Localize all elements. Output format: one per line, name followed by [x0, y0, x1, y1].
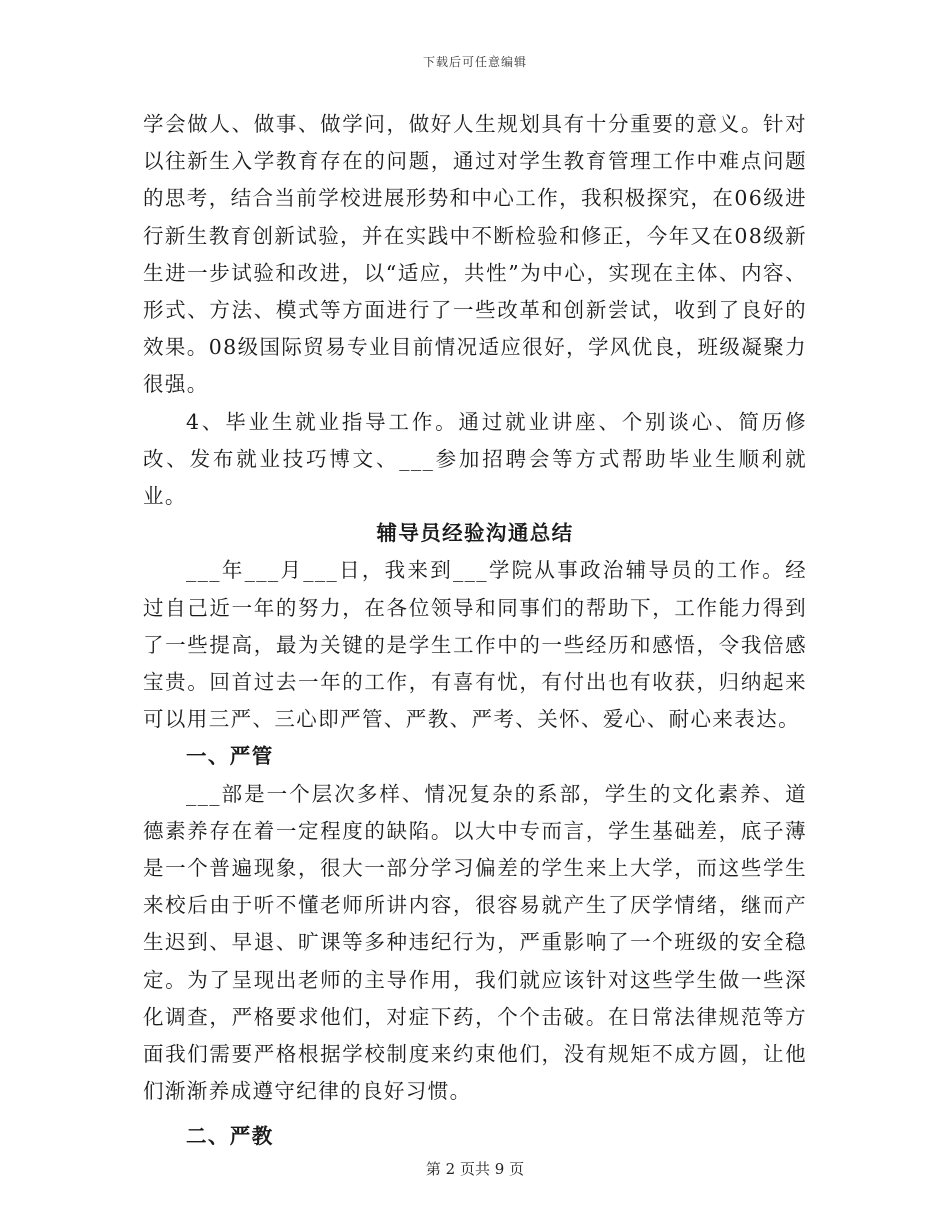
document-body: [143, 106, 807, 1156]
heading-strict-management: 一、严管: [186, 744, 274, 769]
paragraph-orientation: 学会做人、做事、做学问，做好人生规划具有十分重要的意义。针对以往新生入学教育存在的问题，通过对学生教育管理工作中难点问题的思考，结合当前学校进展形势和中心工作，我积极探究，在06级进行新生教育创新试验，并在实践中不断检验和修正，今年又在08级新生进一步试验和改进，以“适应，共性”为中心，实现在主体、内容、形式、方法、模式等方面进行了一些改革和创新尝试，收到了良好的效果。08级国际贸易专业目前情况适应很好，学风优良，班级凝聚力很强。: [143, 112, 807, 397]
paragraph-introduction: ___年___月___日，我来到___学院从事政治辅导员的工作。经过自己近一年的努力，在各位领导和同事们的帮助下，工作能力得到了一些提高，最为关键的是学生工作中的一些经历和感悟，令我倍感宝贵。回首过去一年的工作，有喜有忧，有付出也有收获，归纳起来可以用三严、三心即严管、严教、严考、关怀、爱心、耐心来表达。: [143, 558, 807, 732]
paragraph-strict-management: ___部是一个层次多样、情况复杂的系部，学生的文化素养、道德素养存在着一定程度的缺陷。以大中专而言，学生基础差，底子薄是一个普遍现象，很大一部分学习偏差的学生来上大学，而这些学生来校后由于听不懂老师所讲内容，很容易就产生了厌学情绪，继而产生迟到、早退、旷课等多种违纪行为，严重影响了一个班级的安全稳定。为了呈现出老师的主导作用，我们就应该针对这些学生做一些深化调查，严格要求他们，对症下药，个个击破。在日常法律规范等方面我们需要严格根据学校制度来约束他们，没有规矩不成方圆，让他们渐渐养成遵守纪律的良好习惯。: [143, 781, 807, 1104]
page-header: 下载后可任意编辑: [422, 55, 527, 69]
section-title: 辅导员经验沟通总结: [376, 521, 574, 546]
page-footer: 第 2 页共 9 页: [425, 1160, 525, 1178]
paragraph-employment-guidance: 4、毕业生就业指导工作。通过就业讲座、个别谈心、简历修改、发布就业技巧博文、___参加招聘会等方式帮助毕业生顺利就业。: [143, 409, 807, 509]
heading-strict-teaching: 二、严教: [186, 1124, 274, 1149]
